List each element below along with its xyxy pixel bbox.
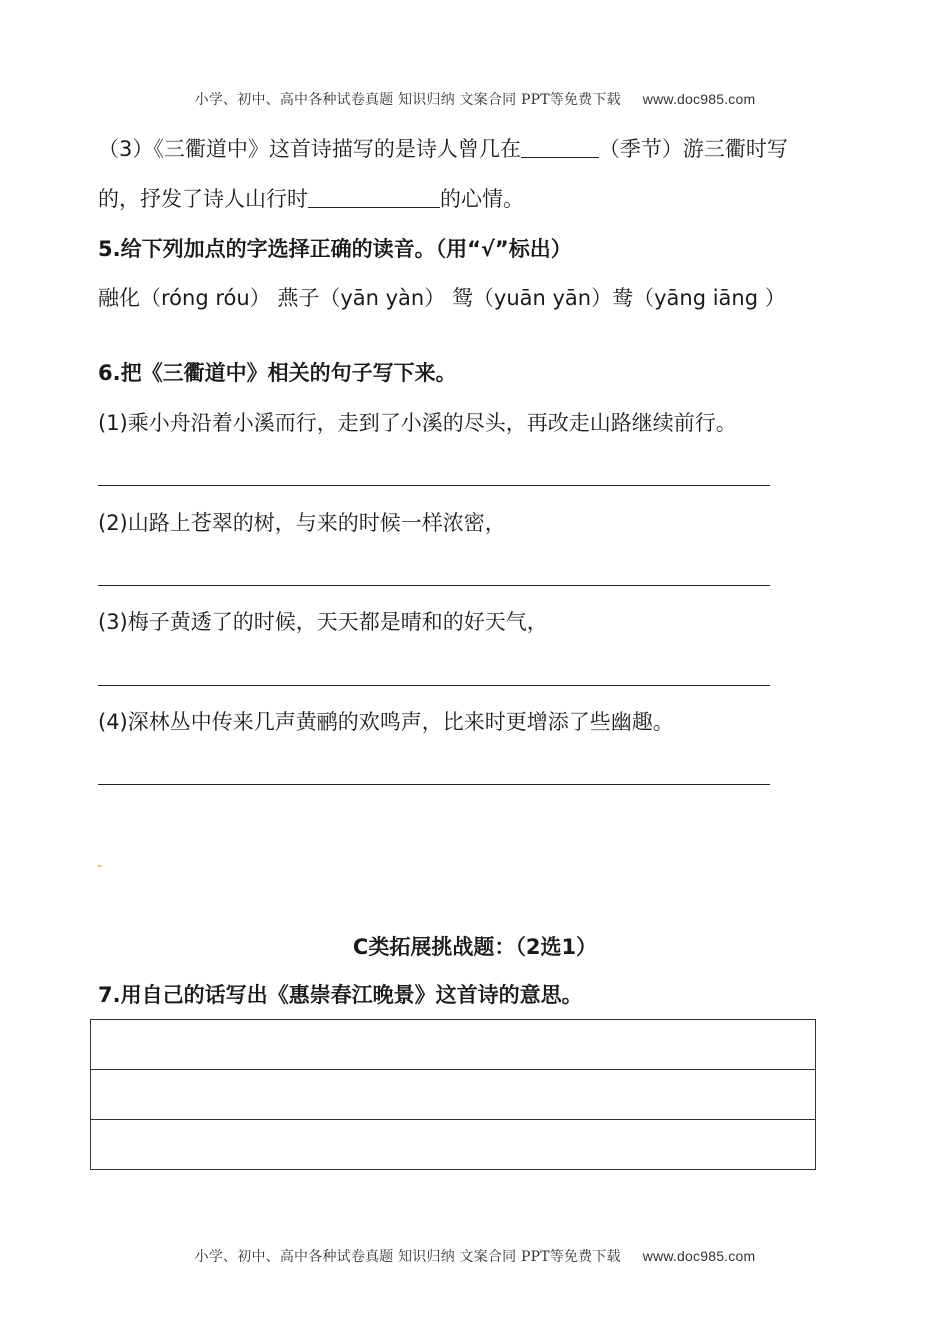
page-header	[0, 89, 950, 109]
q4-3-line1	[98, 134, 788, 164]
q6-title: 6.把《三衢道中》相关的句子写下来。	[98, 361, 457, 385]
season-blank[interactable]	[521, 135, 599, 158]
q4-3-line2	[98, 184, 524, 214]
header-url[interactable]: www.doc985.com	[642, 91, 756, 107]
q7-answer-row-3[interactable]	[91, 1120, 816, 1170]
stray-mark: -	[97, 858, 103, 874]
q7-answer-box	[90, 1019, 816, 1170]
q6-answer-line-1[interactable]	[98, 485, 770, 486]
q5-title: 5.给下列加点的字选择正确的读音。（用“√”标出）	[98, 237, 572, 261]
page-footer	[0, 1246, 950, 1266]
q6-answer-line-4[interactable]	[98, 784, 770, 785]
q7-answer-row-1[interactable]	[91, 1020, 816, 1070]
q7-answer-row-2[interactable]	[91, 1070, 816, 1120]
q4-3-text-c: 的，抒发了诗人山行时	[98, 187, 308, 211]
q5-options: 融化（róng róu） 燕子（yān yàn） 鸳（yuān yān）鸯（yāng iāng ）	[98, 286, 786, 310]
q4-3-text-a: （3）《三衢道中》这首诗描写的是诗人曾几在	[98, 137, 521, 161]
q7-title: 7.用自己的话写出《惠崇春江晚景》这首诗的意思。	[98, 983, 583, 1007]
q6-answer-line-2[interactable]	[98, 585, 770, 586]
header-text: 小学、初中、高中各种试卷真题 知识归纳 文案合同 PPT等免费下载	[194, 92, 621, 108]
q4-3-text-d: 的心情。	[440, 187, 524, 211]
footer-text: 小学、初中、高中各种试卷真题 知识归纳 文案合同 PPT等免费下载	[194, 1249, 621, 1265]
q6-item-1: (1)乘小舟沿着小溪而行，走到了小溪的尽头，再改走山路继续前行。	[98, 411, 737, 435]
q6-item-2: (2)山路上苍翠的树，与来的时候一样浓密，	[98, 511, 506, 535]
mood-blank[interactable]	[308, 185, 440, 208]
q6-item-3: (3)梅子黄透了的时候，天天都是晴和的好天气，	[98, 610, 548, 634]
q6-answer-line-3[interactable]	[98, 685, 770, 686]
section-c-title: C类拓展挑战题：（2选1）	[352, 935, 598, 959]
footer-url[interactable]: www.doc985.com	[642, 1248, 756, 1264]
q4-3-text-b: （季节）游三衢时写	[598, 137, 788, 161]
q6-item-4: (4)深林丛中传来几声黄鹂的欢鸣声，比来时更增添了些幽趣。	[98, 710, 674, 734]
